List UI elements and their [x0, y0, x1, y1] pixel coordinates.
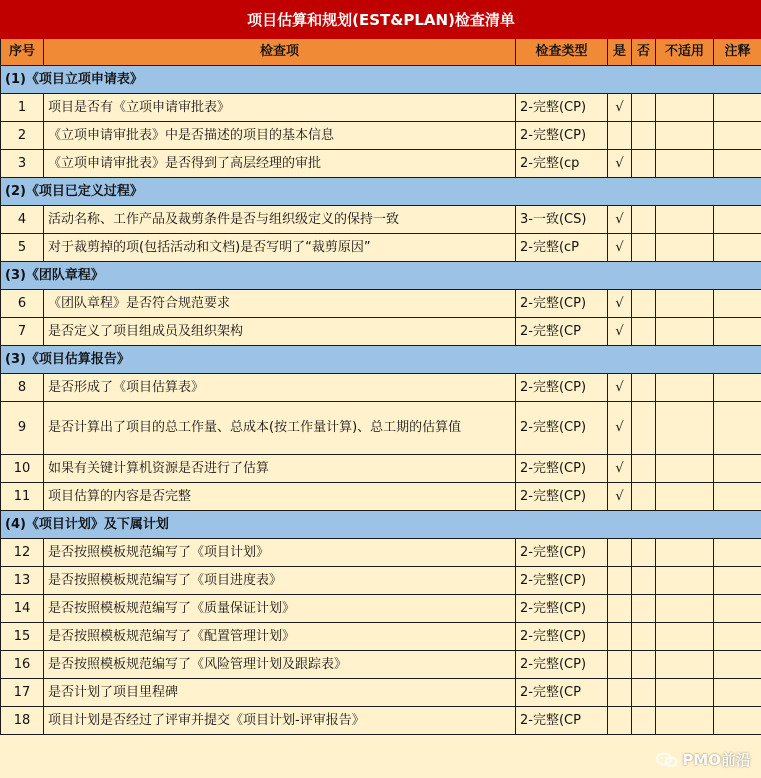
- na-cell: [656, 150, 714, 178]
- check-type: 2-完整(CP): [516, 374, 608, 402]
- col-header-no-mark: 否: [632, 39, 656, 66]
- note-cell: [714, 402, 761, 455]
- table-row: [1, 623, 761, 651]
- header-row: [1, 39, 761, 66]
- check-item: 是否计算出了项目的总工作量、总成本(按工作量计算)、总工期的估算值: [44, 402, 516, 455]
- na-cell: [656, 234, 714, 262]
- yes-cell: [608, 679, 632, 707]
- check-type: 2-完整(CP): [516, 455, 608, 483]
- na-cell: [656, 651, 714, 679]
- table-row: [1, 318, 761, 346]
- na-cell: [656, 707, 714, 735]
- table-row: [1, 290, 761, 318]
- check-type: 2-完整(cP: [516, 234, 608, 262]
- check-item: 项目计划是否经过了评审并提交《项目计划-评审报告》: [44, 707, 516, 735]
- no-cell: [632, 679, 656, 707]
- table-row: [1, 651, 761, 679]
- yes-cell: [608, 595, 632, 623]
- yes-cell: √: [608, 150, 632, 178]
- yes-cell: [608, 707, 632, 735]
- no-cell: [632, 290, 656, 318]
- row-number: 6: [1, 290, 44, 318]
- check-type: 2-完整(CP): [516, 567, 608, 595]
- check-item: 是否形成了《项目估算表》: [44, 374, 516, 402]
- check-item: 《立项申请审批表》中是否描述的项目的基本信息: [44, 122, 516, 150]
- table-row: [1, 206, 761, 234]
- check-item: 是否定义了项目组成员及组织架构: [44, 318, 516, 346]
- row-number: 5: [1, 234, 44, 262]
- note-cell: [714, 679, 761, 707]
- check-item: 《立项申请审批表》是否得到了高层经理的审批: [44, 150, 516, 178]
- table-row: [1, 374, 761, 402]
- no-cell: [632, 483, 656, 511]
- row-number: 4: [1, 206, 44, 234]
- na-cell: [656, 455, 714, 483]
- note-cell: [714, 374, 761, 402]
- watermark: [656, 749, 751, 770]
- no-cell: [632, 402, 656, 455]
- na-cell: [656, 206, 714, 234]
- na-cell: [656, 122, 714, 150]
- col-header-na: 不适用: [656, 39, 714, 66]
- yes-cell: [608, 539, 632, 567]
- section-title: (3)《团队章程》: [1, 262, 761, 290]
- yes-cell: [608, 567, 632, 595]
- no-cell: [632, 206, 656, 234]
- na-cell: [656, 567, 714, 595]
- table-row: [1, 483, 761, 511]
- table-row: [1, 94, 761, 122]
- check-item: 对于裁剪掉的项(包括活动和文档)是否写明了“裁剪原因”: [44, 234, 516, 262]
- section-row: [1, 346, 761, 374]
- yes-cell: √: [608, 402, 632, 455]
- check-type: 2-完整(CP): [516, 595, 608, 623]
- na-cell: [656, 539, 714, 567]
- section-title: (1)《项目立项申请表》: [1, 66, 761, 94]
- section-row: [1, 511, 761, 539]
- note-cell: [714, 206, 761, 234]
- yes-cell: [608, 623, 632, 651]
- no-cell: [632, 595, 656, 623]
- check-item: 是否计划了项目里程碑: [44, 679, 516, 707]
- table-row: [1, 707, 761, 735]
- check-item: 是否按照模板规范编写了《质量保证计划》: [44, 595, 516, 623]
- yes-cell: √: [608, 94, 632, 122]
- note-cell: [714, 483, 761, 511]
- no-cell: [632, 122, 656, 150]
- na-cell: [656, 318, 714, 346]
- note-cell: [714, 707, 761, 735]
- na-cell: [656, 595, 714, 623]
- sheet-title: 项目估算和规划(EST&PLAN)检查清单: [1, 1, 761, 39]
- table-row: [1, 539, 761, 567]
- yes-cell: √: [608, 234, 632, 262]
- table-row: [1, 595, 761, 623]
- row-number: 1: [1, 94, 44, 122]
- no-cell: [632, 234, 656, 262]
- note-cell: [714, 651, 761, 679]
- table-row: [1, 567, 761, 595]
- na-cell: [656, 483, 714, 511]
- note-cell: [714, 567, 761, 595]
- check-item: 是否按照模板规范编写了《项目进度表》: [44, 567, 516, 595]
- table-row: [1, 234, 761, 262]
- check-type: 2-完整(CP: [516, 679, 608, 707]
- check-type: 2-完整(CP): [516, 402, 608, 455]
- yes-cell: √: [608, 206, 632, 234]
- check-item: 是否按照模板规范编写了《风险管理计划及跟踪表》: [44, 651, 516, 679]
- table-row: [1, 122, 761, 150]
- row-number: 11: [1, 483, 44, 511]
- no-cell: [632, 707, 656, 735]
- col-header-type: 检查类型: [516, 39, 608, 66]
- no-cell: [632, 455, 656, 483]
- no-cell: [632, 318, 656, 346]
- note-cell: [714, 234, 761, 262]
- na-cell: [656, 623, 714, 651]
- section-title: (3)《项目估算报告》: [1, 346, 761, 374]
- wechat-icon: [656, 752, 678, 768]
- yes-cell: √: [608, 290, 632, 318]
- section-row: [1, 178, 761, 206]
- table-row: [1, 679, 761, 707]
- check-type: 2-完整(CP): [516, 651, 608, 679]
- check-item: 项目估算的内容是否完整: [44, 483, 516, 511]
- row-number: 7: [1, 318, 44, 346]
- section-row: [1, 262, 761, 290]
- yes-cell: [608, 122, 632, 150]
- check-type: 3-一致(CS): [516, 206, 608, 234]
- note-cell: [714, 455, 761, 483]
- check-type: 2-完整(CP): [516, 623, 608, 651]
- table-row: [1, 455, 761, 483]
- yes-cell: [608, 651, 632, 679]
- no-cell: [632, 623, 656, 651]
- no-cell: [632, 94, 656, 122]
- check-type: 2-完整(CP): [516, 94, 608, 122]
- check-item: 如果有关键计算机资源是否进行了估算: [44, 455, 516, 483]
- note-cell: [714, 150, 761, 178]
- col-header-item: 检查项: [44, 39, 516, 66]
- check-type: 2-完整(CP: [516, 707, 608, 735]
- note-cell: [714, 623, 761, 651]
- watermark-text: PMO前沿: [682, 751, 751, 769]
- table-row: [1, 150, 761, 178]
- note-cell: [714, 94, 761, 122]
- check-type: 2-完整(CP): [516, 539, 608, 567]
- na-cell: [656, 94, 714, 122]
- note-cell: [714, 290, 761, 318]
- row-number: 13: [1, 567, 44, 595]
- yes-cell: √: [608, 455, 632, 483]
- na-cell: [656, 402, 714, 455]
- no-cell: [632, 150, 656, 178]
- note-cell: [714, 318, 761, 346]
- row-number: 2: [1, 122, 44, 150]
- check-item: 是否按照模板规范编写了《配置管理计划》: [44, 623, 516, 651]
- check-item: 项目是否有《立项申请审批表》: [44, 94, 516, 122]
- check-type: 2-完整(CP): [516, 122, 608, 150]
- title-row: [1, 1, 761, 39]
- table-row: [1, 402, 761, 455]
- check-type: 2-完整(CP: [516, 318, 608, 346]
- na-cell: [656, 374, 714, 402]
- yes-cell: √: [608, 374, 632, 402]
- row-number: 8: [1, 374, 44, 402]
- na-cell: [656, 679, 714, 707]
- row-number: 14: [1, 595, 44, 623]
- yes-cell: √: [608, 318, 632, 346]
- check-type: 2-完整(cp: [516, 150, 608, 178]
- check-item: 是否按照模板规范编写了《项目计划》: [44, 539, 516, 567]
- note-cell: [714, 595, 761, 623]
- na-cell: [656, 290, 714, 318]
- check-type: 2-完整(CP): [516, 290, 608, 318]
- col-header-yes: 是: [608, 39, 632, 66]
- row-number: 16: [1, 651, 44, 679]
- section-row: [1, 66, 761, 94]
- check-item: 《团队章程》是否符合规范要求: [44, 290, 516, 318]
- section-title: (2)《项目已定义过程》: [1, 178, 761, 206]
- row-number: 17: [1, 679, 44, 707]
- col-header-no: 序号: [1, 39, 44, 66]
- section-title: (4)《项目计划》及下属计划: [1, 511, 761, 539]
- check-type: 2-完整(CP): [516, 483, 608, 511]
- row-number: 3: [1, 150, 44, 178]
- yes-cell: √: [608, 483, 632, 511]
- no-cell: [632, 567, 656, 595]
- no-cell: [632, 374, 656, 402]
- col-header-note: 注释: [714, 39, 761, 66]
- check-item: 活动名称、工作产品及裁剪条件是否与组织级定义的保持一致: [44, 206, 516, 234]
- row-number: 9: [1, 402, 44, 455]
- row-number: 15: [1, 623, 44, 651]
- note-cell: [714, 539, 761, 567]
- no-cell: [632, 539, 656, 567]
- row-number: 12: [1, 539, 44, 567]
- no-cell: [632, 651, 656, 679]
- row-number: 18: [1, 707, 44, 735]
- note-cell: [714, 122, 761, 150]
- row-number: 10: [1, 455, 44, 483]
